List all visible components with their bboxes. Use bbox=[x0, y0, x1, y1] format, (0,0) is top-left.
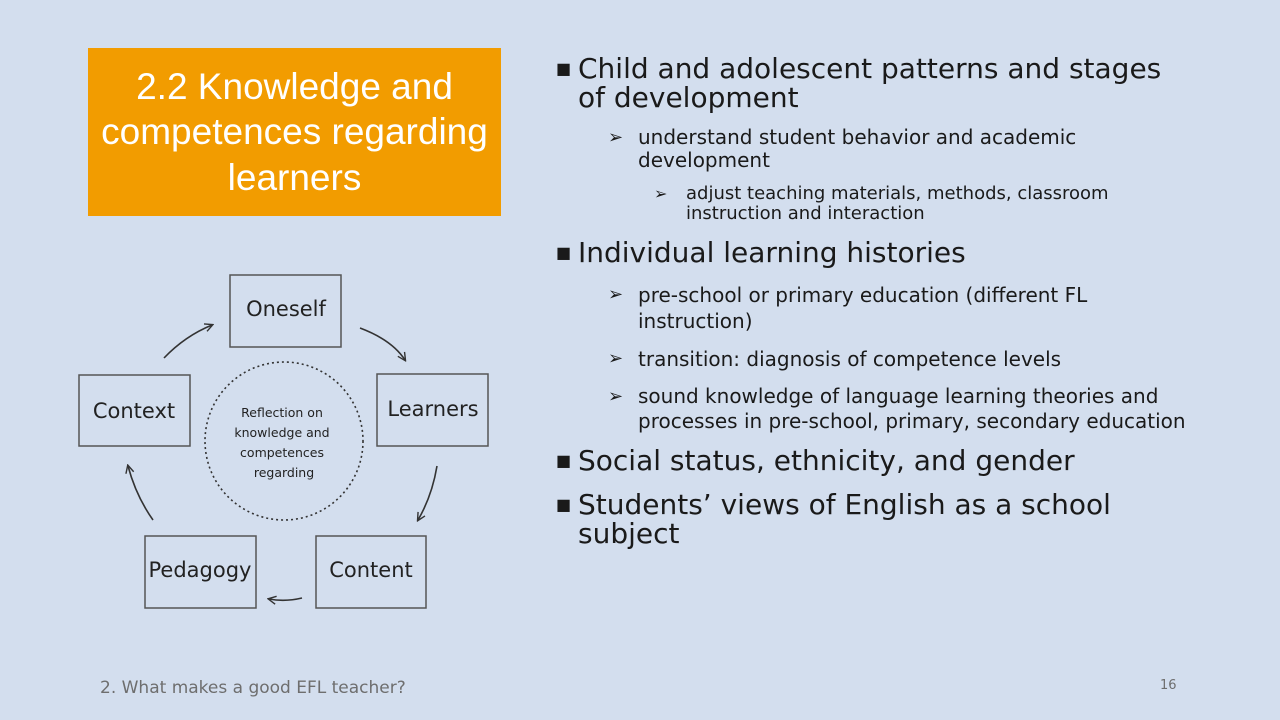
center-line-3: competences bbox=[240, 445, 324, 460]
sub-bullet-text: sound knowledge of language learning theories and processes in pre-school, primary, secondary education bbox=[638, 384, 1186, 433]
center-line-1: Reflection on bbox=[241, 405, 323, 420]
reflection-cycle-diagram bbox=[0, 0, 560, 640]
bullet-item bbox=[556, 238, 1196, 267]
sub-bullet-item bbox=[556, 282, 1196, 334]
node-context bbox=[79, 375, 190, 446]
center-line-4: regarding bbox=[253, 465, 315, 480]
sub-bullet-text: pre-school or primary education (different FL instruction) bbox=[638, 283, 1088, 333]
sub-bullet-item bbox=[556, 346, 1196, 372]
bullet-item bbox=[556, 446, 1196, 475]
bullet-item bbox=[556, 54, 1196, 112]
sub-sub-bullet-item bbox=[556, 184, 1196, 224]
node-learners-label: Learners bbox=[387, 397, 479, 421]
bullet-list bbox=[556, 54, 1196, 548]
arrow-bullet-icon: ➢ bbox=[608, 127, 624, 148]
arrow-context-to-oneself bbox=[164, 325, 212, 358]
node-pedagogy-label: Pedagogy bbox=[148, 558, 252, 582]
arrow-bullet-icon: ➢ bbox=[608, 284, 624, 305]
square-bullet-icon: ■ bbox=[556, 495, 572, 514]
square-bullet-icon: ■ bbox=[556, 451, 572, 470]
sub-sub-bullet-text: adjust teaching materials, methods, classroom instruction and interaction bbox=[686, 183, 1109, 224]
square-bullet-icon: ■ bbox=[556, 59, 572, 78]
page-number: 16 bbox=[1160, 678, 1177, 693]
square-bullet-icon: ■ bbox=[556, 243, 572, 262]
arrow-bullet-icon: ➢ bbox=[608, 386, 624, 407]
node-content bbox=[316, 536, 426, 608]
bullet-text: Child and adolescent patterns and stages of development bbox=[578, 52, 1162, 114]
slide-title-text: 2.2 Knowledge and competences regarding learners bbox=[101, 66, 488, 198]
svg-text:Reflection on knowledge an bbox=[234, 405, 333, 480]
center-circle bbox=[205, 362, 363, 520]
node-pedagogy bbox=[145, 536, 256, 608]
sub-bullet-text: transition: diagnosis of competence levels bbox=[638, 347, 1062, 371]
node-oneself bbox=[230, 275, 341, 347]
bullet-item bbox=[556, 490, 1196, 548]
arrow-bullet-icon: ➢ bbox=[654, 184, 668, 203]
arrow-content-to-pedagogy bbox=[269, 598, 302, 600]
node-oneself-label: Oneself bbox=[246, 297, 326, 321]
bullet-text: Individual learning histories bbox=[578, 236, 966, 269]
arrow-learners-to-content bbox=[418, 466, 437, 520]
arrow-bullet-icon: ➢ bbox=[608, 348, 624, 369]
bullet-text: Social status, ethnicity, and gender bbox=[578, 444, 1075, 477]
node-context-label: Context bbox=[92, 399, 176, 423]
sub-bullet-item bbox=[556, 384, 1196, 434]
node-learners bbox=[377, 374, 488, 446]
footer-section-title: 2. What makes a good EFL teacher? bbox=[100, 678, 406, 698]
arrow-pedagogy-to-context bbox=[128, 466, 153, 520]
bullet-text: Students’ views of English as a school subject bbox=[578, 488, 1111, 550]
sub-bullet-item bbox=[556, 126, 1196, 172]
arrow-oneself-to-learners bbox=[360, 328, 405, 360]
node-content-label: Content bbox=[329, 558, 413, 582]
sub-bullet-text: understand student behavior and academic development bbox=[638, 125, 1077, 172]
center-line-2: knowledge and bbox=[234, 425, 330, 440]
